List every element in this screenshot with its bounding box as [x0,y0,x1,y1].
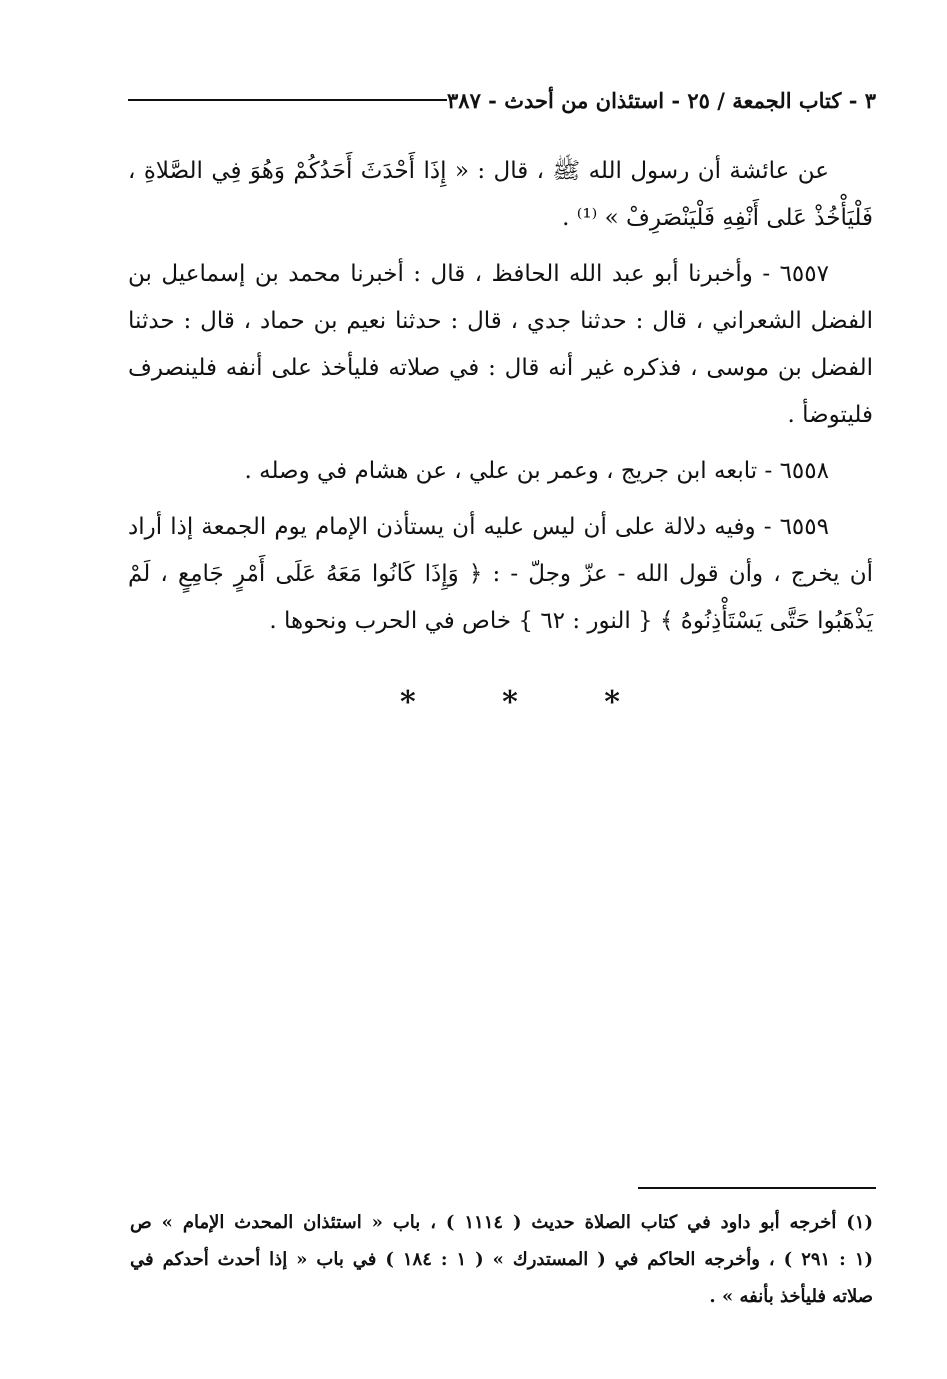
text-line: الفضل الشعراني ، قال : حدثنا جدي ، قال : حدثنا نعيم بن حماد ، قال : حدثنا [128,308,873,334]
text-line: عن عائشة أن رسول الله ﷺ ، قال : « إِذَا أَحْدَثَ أَحَدُكُمْ وَهُوَ فِي الصَّلاةِ ، [128,158,829,184]
footnote-line: (١) أخرجه أبو داود في كتاب الصلاة حديث ( ١١١٤ ) ، باب « استئذان المحدث الإمام » ص [130,1212,873,1233]
paragraph-6558 [128,448,873,495]
separator-star: * [604,685,620,720]
main-text [128,148,873,654]
footnote-rule [638,1187,876,1189]
text-line: ٦٥٥٩ - وفيه دلالة على أن ليس عليه أن يستأذن الإمام يوم الجمعة إذا أراد [128,514,829,540]
footnote-line: (١ : ٢٩١ ) ، وأخرجه الحاكم في ( المستدرك » ( ١ : ١٨٤ ) في باب « إذا أحدث أحدكم في [130,1249,874,1270]
running-title: ٣ - كتاب الجمعة / ٢٥ - استئذان من أحدث - ٣٨٧ [447,87,876,113]
text-line: ٦٥٥٧ - وأخبرنا أبو عبد الله الحافظ ، قال : أخبرنا محمد بن إسماعيل بن [128,261,829,287]
text-line: ٦٥٥٨ - تابعه ابن جريج ، وعمر بن علي ، عن هشام في وصله . [244,458,829,484]
paragraph-6557 [128,251,873,439]
running-header [118,85,876,115]
text-line: الفضل بن موسى ، فذكره غير أنه قال : في صلاته فليأخذ على أنفه فلينصرف [128,355,873,381]
paragraph-hadith-aisha [128,148,873,242]
footnote-line: صلاته فليأخذ بأنفه » . [709,1286,873,1307]
section-separator [400,685,620,720]
text-line: فليتوضأ . [787,402,873,428]
footnotes [130,1204,873,1315]
header-rule [128,99,447,101]
text-line: فَلْيَأْخُذْ عَلى أَنْفِهِ فَلْيَنْصَرِفْ » ⁽¹⁾ . [562,205,873,231]
separator-star: * [400,685,416,720]
separator-star: * [502,685,518,720]
text-line: أن يخرج ، وأن قول الله - عزّ وجلّ - : ﴿ وَإِذَا كَانُوا مَعَهُ عَلَى أَمْرٍ جَامِعٍ ، لَمْ [128,561,873,587]
paragraph-6559 [128,504,873,645]
text-line: يَذْهَبُوا حَتَّى يَسْتَأْذِنُوهُ ﴾ { النور : ٦٢ } خاص في الحرب ونحوها . [269,608,873,634]
